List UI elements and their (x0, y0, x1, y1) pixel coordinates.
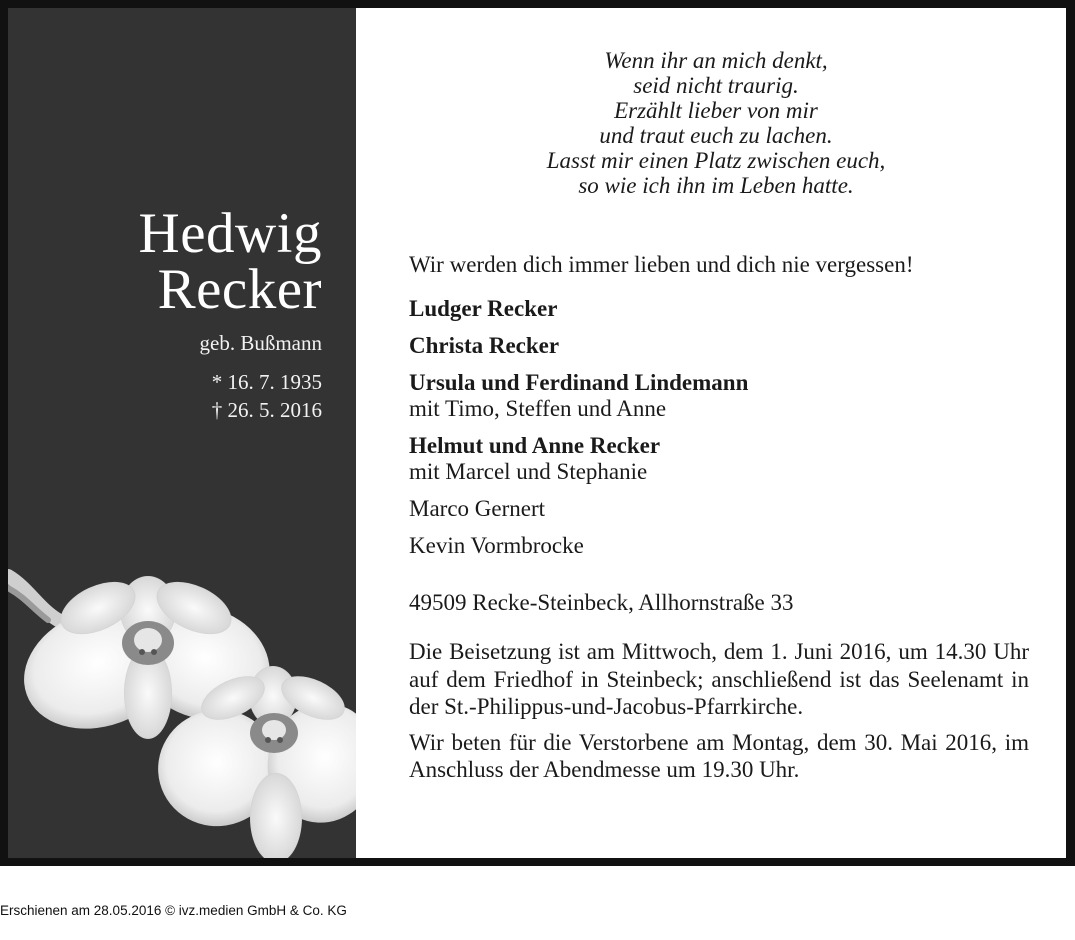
mourner-sub: mit Marcel und Stephanie (409, 459, 648, 484)
mourner-item (409, 296, 1029, 322)
name-block (138, 202, 322, 424)
mourner-sub: mit Timo, Steffen und Anne (409, 396, 667, 421)
mourner-item (409, 496, 1029, 522)
mourner-name: Kevin Vormbrocke (409, 533, 584, 558)
dates (139, 368, 322, 424)
prayer-text: Wir beten für die Verstorbene am Montag, dem 30. Mai 2016, im Anschluss der Abendmesse um 19.30 Uhr. (409, 729, 1029, 782)
intro-text: Wir werden dich immer lieben und dich nie vergessen! (409, 252, 914, 277)
mourner-item (409, 333, 1029, 359)
mourner-name: Christa Recker (409, 333, 560, 358)
mourner-item (409, 533, 1029, 559)
mourner-name: Ludger Recker (409, 296, 558, 321)
address: 49509 Recke-Steinbeck, Allhornstraße 33 (409, 590, 794, 615)
right-panel (356, 8, 1066, 858)
poem-line: Lasst mir einen Platz zwischen euch, (546, 148, 886, 173)
mourner-name: Helmut und Anne Recker (409, 433, 661, 458)
poem-line: Erzählt lieber von mir (614, 98, 818, 123)
main-content (409, 252, 1029, 792)
left-panel (8, 8, 356, 858)
mourner-name: Marco Gernert (409, 496, 546, 521)
mourner-item (409, 433, 1029, 485)
deceased-first-name: Hedwig (138, 202, 322, 265)
death-date: † 26. 5. 2016 (211, 398, 322, 422)
poem (356, 48, 1075, 198)
orchid-image (8, 568, 356, 858)
poem-line: und traut euch zu lachen. (599, 123, 833, 148)
publication-footer: Erschienen am 28.05.2016 © ivz.medien GmbH & Co. KG (0, 903, 347, 918)
poem-line: seid nicht traurig. (633, 73, 799, 98)
poem-line: Wenn ihr an mich denkt, (604, 48, 828, 73)
birth-date: * 16. 7. 1935 (211, 370, 322, 394)
poem-line: so wie ich ihn im Leben hatte. (578, 173, 854, 198)
mourner-item (409, 370, 1029, 422)
funeral-text: Die Beisetzung ist am Mittwoch, dem 1. Juni 2016, um 14.30 Uhr auf dem Friedhof in Steinbeck; anschließend ist das Seelenamt in der St.-Philippus-und-Jacobus-Pfarrkirche. (409, 639, 1029, 719)
deceased-last-name: Recker (157, 258, 322, 321)
mourner-name: Ursula und Ferdinand Lindemann (409, 370, 749, 395)
maiden-name: geb. Bußmann (199, 331, 322, 355)
